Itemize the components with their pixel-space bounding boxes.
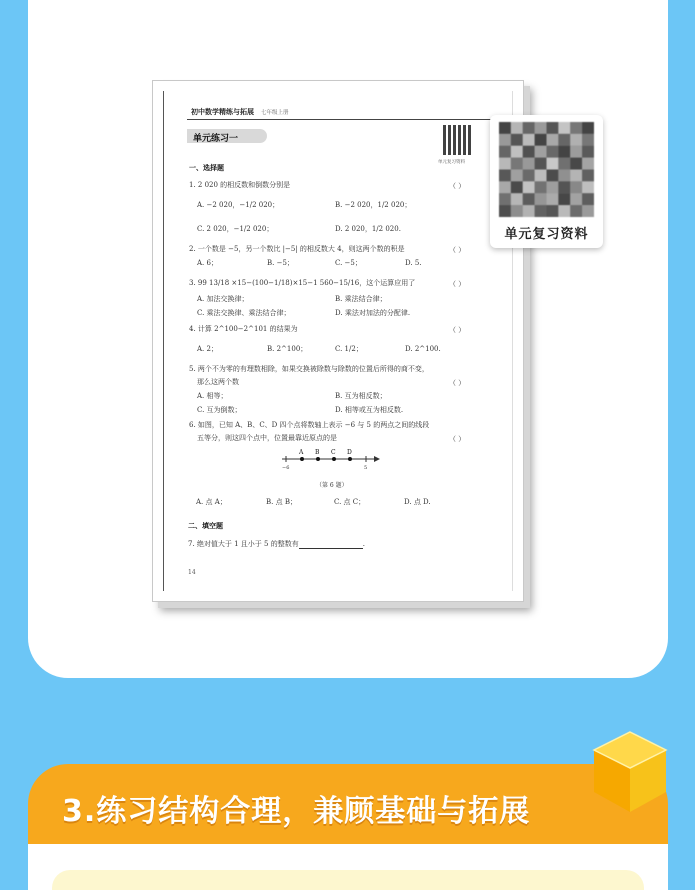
option-4c: C. 1/2； xyxy=(335,345,363,353)
option-1b: B. −2 020，1/2 020； xyxy=(335,201,412,209)
question-4: 4. 计算 2^100−2^101 的结果为 xyxy=(189,325,298,333)
section-choice: 一、选择题 xyxy=(189,163,224,172)
option-3c: C. 乘法交换律、乘法结合律； xyxy=(197,309,291,317)
answer-paren-2: （ ） xyxy=(449,246,466,254)
figure-caption: （第 6 题） xyxy=(316,482,348,489)
option-4b: B. 2^100； xyxy=(267,345,308,353)
label-a: A xyxy=(299,449,304,456)
qr-card[interactable] xyxy=(490,115,603,248)
page-number: 14 xyxy=(188,569,196,576)
small-qr-label: 单元复习资料 xyxy=(438,160,465,165)
answer-paren-4: （ ） xyxy=(449,326,466,334)
label-c: C xyxy=(331,449,336,456)
qr-caption: 单元复习资料 xyxy=(504,227,589,242)
unit-title: 单元练习一 xyxy=(193,134,239,144)
option-1c: C. 2 020，−1/2 020； xyxy=(197,225,274,233)
question-6-line-2: 五等分，则这四个点中，位置最靠近原点的是 xyxy=(197,434,337,442)
option-1a: A. −2 020，−1/2 020； xyxy=(197,201,280,209)
option-4d: D. 2^100. xyxy=(405,345,441,353)
option-2c: C. −5； xyxy=(335,259,362,267)
question-1: 1. 2 020 的相反数和倒数分别是 xyxy=(189,181,291,189)
lower-card-inner xyxy=(52,870,644,890)
blurred-qr-code xyxy=(499,122,594,217)
question-5-line-2: 那么这两个数 xyxy=(197,378,239,386)
option-6a: A. 点 A； xyxy=(196,498,227,506)
option-5c: C. 互为倒数； xyxy=(197,406,242,414)
answer-paren-1: （ ） xyxy=(449,182,466,190)
point-d xyxy=(348,457,352,461)
option-4a: A. 2； xyxy=(197,345,218,353)
section-title: 3.练习结构合理，兼顾基础与拓展 xyxy=(62,794,531,829)
question-7-text: 7. 绝对值大于 1 且小于 5 的整数有 xyxy=(188,540,299,548)
number-line-figure xyxy=(152,80,524,602)
option-3d: D. 乘法对加法的分配律. xyxy=(335,309,411,317)
option-1d: D. 2 020，1/2 020. xyxy=(335,225,401,233)
number-line-arrow xyxy=(374,456,380,462)
option-3a: A. 加法交换律； xyxy=(197,295,249,303)
point-a xyxy=(300,457,304,461)
label-d: D xyxy=(347,449,352,456)
option-5a: A. 相等； xyxy=(197,392,228,400)
answer-paren-5: （ ） xyxy=(449,379,466,387)
label-minus-six: −6 xyxy=(282,465,290,471)
question-5: 5. 两个不为零的有理数相除，如果交换被除数与除数的位置后所得的商不变， xyxy=(189,365,429,373)
point-b xyxy=(316,457,320,461)
option-2b: B. −5； xyxy=(267,259,294,267)
option-3b: B. 乘法结合律； xyxy=(335,295,387,303)
book-title: 初中数学精练与拓展 xyxy=(191,107,254,116)
question-3: 3. 99 13/18 ×15−(100−1/18)×15−1 560−15/16，这个运算应用了 xyxy=(189,279,416,287)
answer-paren-6: （ ） xyxy=(449,435,466,443)
option-6d: D. 点 D. xyxy=(404,498,431,506)
question-7: 7. 绝对值大于 1 且小于 5 的整数有 . xyxy=(188,540,365,548)
section-fill: 二、填空题 xyxy=(188,521,223,530)
label-b: B xyxy=(315,449,320,456)
question-6: 6. 如图，已知 A、B、C、D 四个点将数轴上表示 −6 与 5 的两点之间的线段 xyxy=(189,421,430,429)
question-2: 2. 一个数是 −5，另一个数比 |−5| 的相反数大 4，则这两个数的积是 xyxy=(189,245,405,253)
option-5d: D. 相等或互为相反数. xyxy=(335,406,404,414)
book-subtitle: 七年级上册 xyxy=(261,110,289,116)
option-6b: B. 点 B； xyxy=(266,498,297,506)
option-6c: C. 点 C； xyxy=(334,498,366,506)
label-five: 5 xyxy=(364,465,368,471)
option-2a: A. 6； xyxy=(197,259,218,267)
cube-icon xyxy=(590,730,670,820)
option-2d: D. 5. xyxy=(405,259,422,267)
point-c xyxy=(332,457,336,461)
option-5b: B. 互为相反数； xyxy=(335,392,387,400)
answer-paren-3: （ ） xyxy=(449,280,466,288)
